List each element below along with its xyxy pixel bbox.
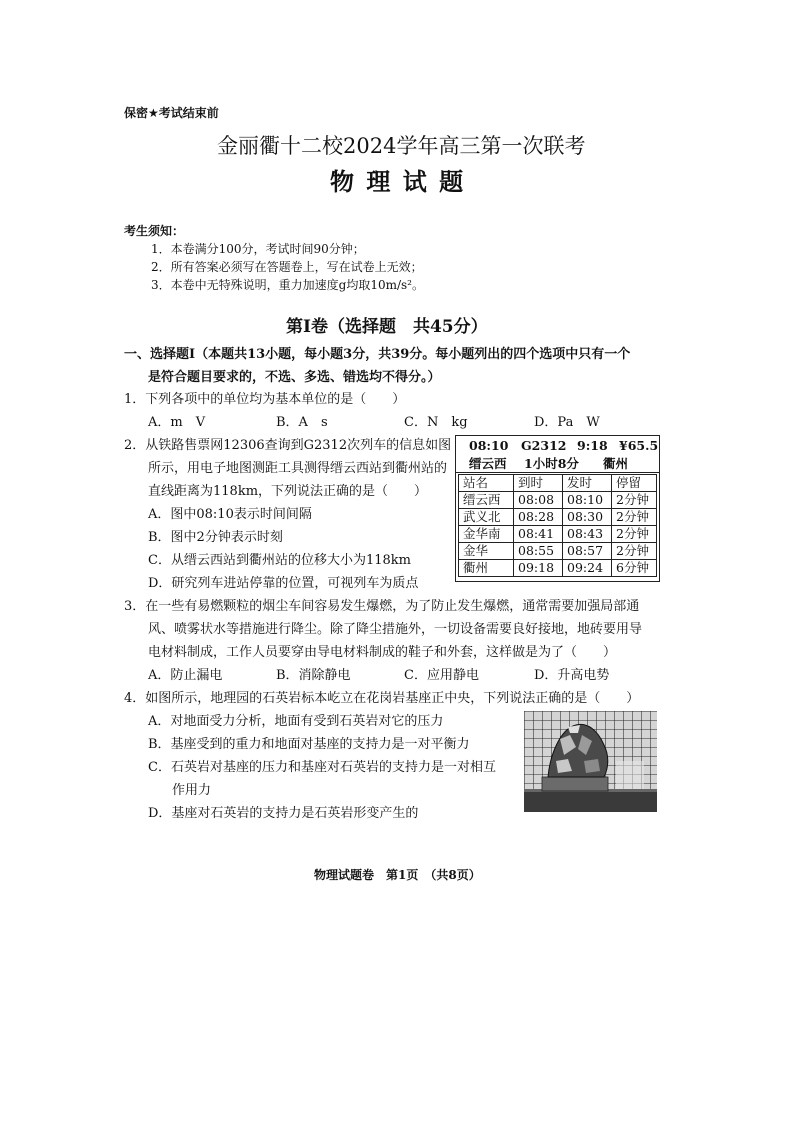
q3-option-c: C．应用静电 <box>404 668 479 683</box>
q2-stem-line: 直线距离为118km，下列说法正确的是（ ） <box>148 484 428 499</box>
ticket-arrive-time: 9:18 <box>577 438 608 453</box>
q2-option-c: C．从缙云西站到衢州站的位移大小为118km <box>148 553 411 568</box>
table-header-cell: 到时 <box>514 475 563 492</box>
q2-option-d: D．研究列车进站停靠的位置，可视列车为质点 <box>148 576 419 591</box>
ticket-train-number: G2312 <box>521 438 567 453</box>
q3-stem-line: 电材料制成，工作人员要穿由导电材料制成的鞋子和外套，这样做是为了（ ） <box>148 645 617 660</box>
table-cell: 2分钟 <box>612 492 657 509</box>
train-ticket-figure <box>455 435 660 582</box>
table-cell: 2分钟 <box>612 526 657 543</box>
subject-title: 物 理 试 题 <box>330 167 466 196</box>
table-cell: 2分钟 <box>612 543 657 560</box>
q1-stem: 1．下列各项中的单位均为基本单位的是（ ） <box>124 392 406 407</box>
table-header-row <box>459 475 657 492</box>
q2-stem-line: 2．从铁路售票网12306查询到G2312次列车的信息如图 <box>124 438 452 453</box>
exam-title: 金丽衢十二校2024学年高三第一次联考 <box>217 134 586 158</box>
table-row <box>459 526 657 543</box>
schedule-table <box>458 474 657 577</box>
q4-option-c-cont: 作用力 <box>172 783 212 798</box>
section1-instructions: 一、选择题Ⅰ（本题共13小题，每小题3分，共39分。每小题列出的四个选项中只有一个 <box>124 347 631 362</box>
table-row <box>459 560 657 577</box>
table-row <box>459 509 657 526</box>
q4-option-c: C．石英岩对基座的压力和基座对石英岩的支持力是一对相互 <box>148 760 496 775</box>
q2-stem-line: 所示，用电子地图测距工具测得缙云西站到衢州站的 <box>148 461 448 476</box>
table-cell: 金华南 <box>459 526 514 543</box>
ticket-price: ¥65.5 <box>619 438 659 453</box>
q3-option-a: A．防止漏电 <box>148 668 223 683</box>
table-cell: 08:43 <box>563 526 612 543</box>
q1-option-c: C．N kg <box>404 415 468 430</box>
table-cell: 08:41 <box>514 526 563 543</box>
ticket-to-station: 衢州 <box>603 456 629 471</box>
table-header-cell: 站名 <box>459 475 514 492</box>
q4-option-d: D．基座对石英岩的支持力是石英岩形变产生的 <box>148 806 419 821</box>
table-cell: 08:57 <box>563 543 612 560</box>
page-footer: 物理试题卷 第1页 （共8页） <box>314 868 481 882</box>
confidential-label: 保密★考试结束前 <box>124 106 219 120</box>
q3-option-d: D．升高电势 <box>534 668 610 683</box>
q4-option-b: B．基座受到的重力和地面对基座的支持力是一对平衡力 <box>148 737 470 752</box>
q3-stem-line: 3．在一些有易燃颗粒的烟尘车间容易发生爆燃，为了防止发生爆燃，通常需要加强局部通 <box>124 599 640 614</box>
table-cell: 2分钟 <box>612 509 657 526</box>
q3-option-b: B．消除静电 <box>276 668 351 683</box>
table-cell: 09:24 <box>563 560 612 577</box>
notice-item: 3．本卷中无特殊说明，重力加速度g均取10m/s²。 <box>151 278 424 292</box>
q1-option-d: D．Pa W <box>534 415 600 430</box>
part1-title: 第Ⅰ卷（选择题 共45分） <box>286 317 488 337</box>
q2-option-a: A．图中08:10表示时间间隔 <box>148 507 312 522</box>
ticket-duration: 1小时8分 <box>524 456 579 471</box>
table-cell: 缙云西 <box>459 492 514 509</box>
ticket-summary <box>456 436 659 473</box>
table-cell: 08:08 <box>514 492 563 509</box>
section1-instructions-cont: 是符合题目要求的，不选、多选、错选均不得分。） <box>148 370 441 385</box>
table-cell: 08:30 <box>563 509 612 526</box>
table-header-cell: 停留 <box>612 475 657 492</box>
table-cell: 衢州 <box>459 560 514 577</box>
table-cell: 08:28 <box>514 509 563 526</box>
quartzite-specimen-photo <box>524 711 657 812</box>
ticket-depart-time: 08:10 <box>469 438 509 453</box>
notice-heading: 考生须知： <box>124 224 185 238</box>
table-cell: 6分钟 <box>612 560 657 577</box>
table-header-cell: 发时 <box>563 475 612 492</box>
ticket-from-station: 缙云西 <box>469 456 507 471</box>
quartzite-specimen-image <box>524 711 657 812</box>
table-cell: 08:10 <box>563 492 612 509</box>
q3-stem-line: 风、喷雾状水等措施进行降尘。除了降尘措施外，一切设备需要良好接地，地砖要用导 <box>148 622 643 637</box>
notice-item: 2．所有答案必须写在答题卷上，写在试卷上无效； <box>151 260 423 274</box>
notice-item: 1．本卷满分100分，考试时间90分钟； <box>151 242 365 256</box>
q1-option-a: A．m V <box>148 415 206 430</box>
table-cell: 金华 <box>459 543 514 560</box>
q4-option-a: A．对地面受力分析，地面有受到石英岩对它的压力 <box>148 714 444 729</box>
table-cell: 09:18 <box>514 560 563 577</box>
q1-option-b: B．A s <box>276 415 328 430</box>
table-row <box>459 492 657 509</box>
table-row <box>459 543 657 560</box>
q4-stem: 4．如图所示，地理园的石英岩标本屹立在花岗岩基座正中央，下列说法正确的是（ ） <box>124 691 640 706</box>
table-cell: 08:55 <box>514 543 563 560</box>
q2-option-b: B．图中2分钟表示时刻 <box>148 530 283 545</box>
table-cell: 武义北 <box>459 509 514 526</box>
